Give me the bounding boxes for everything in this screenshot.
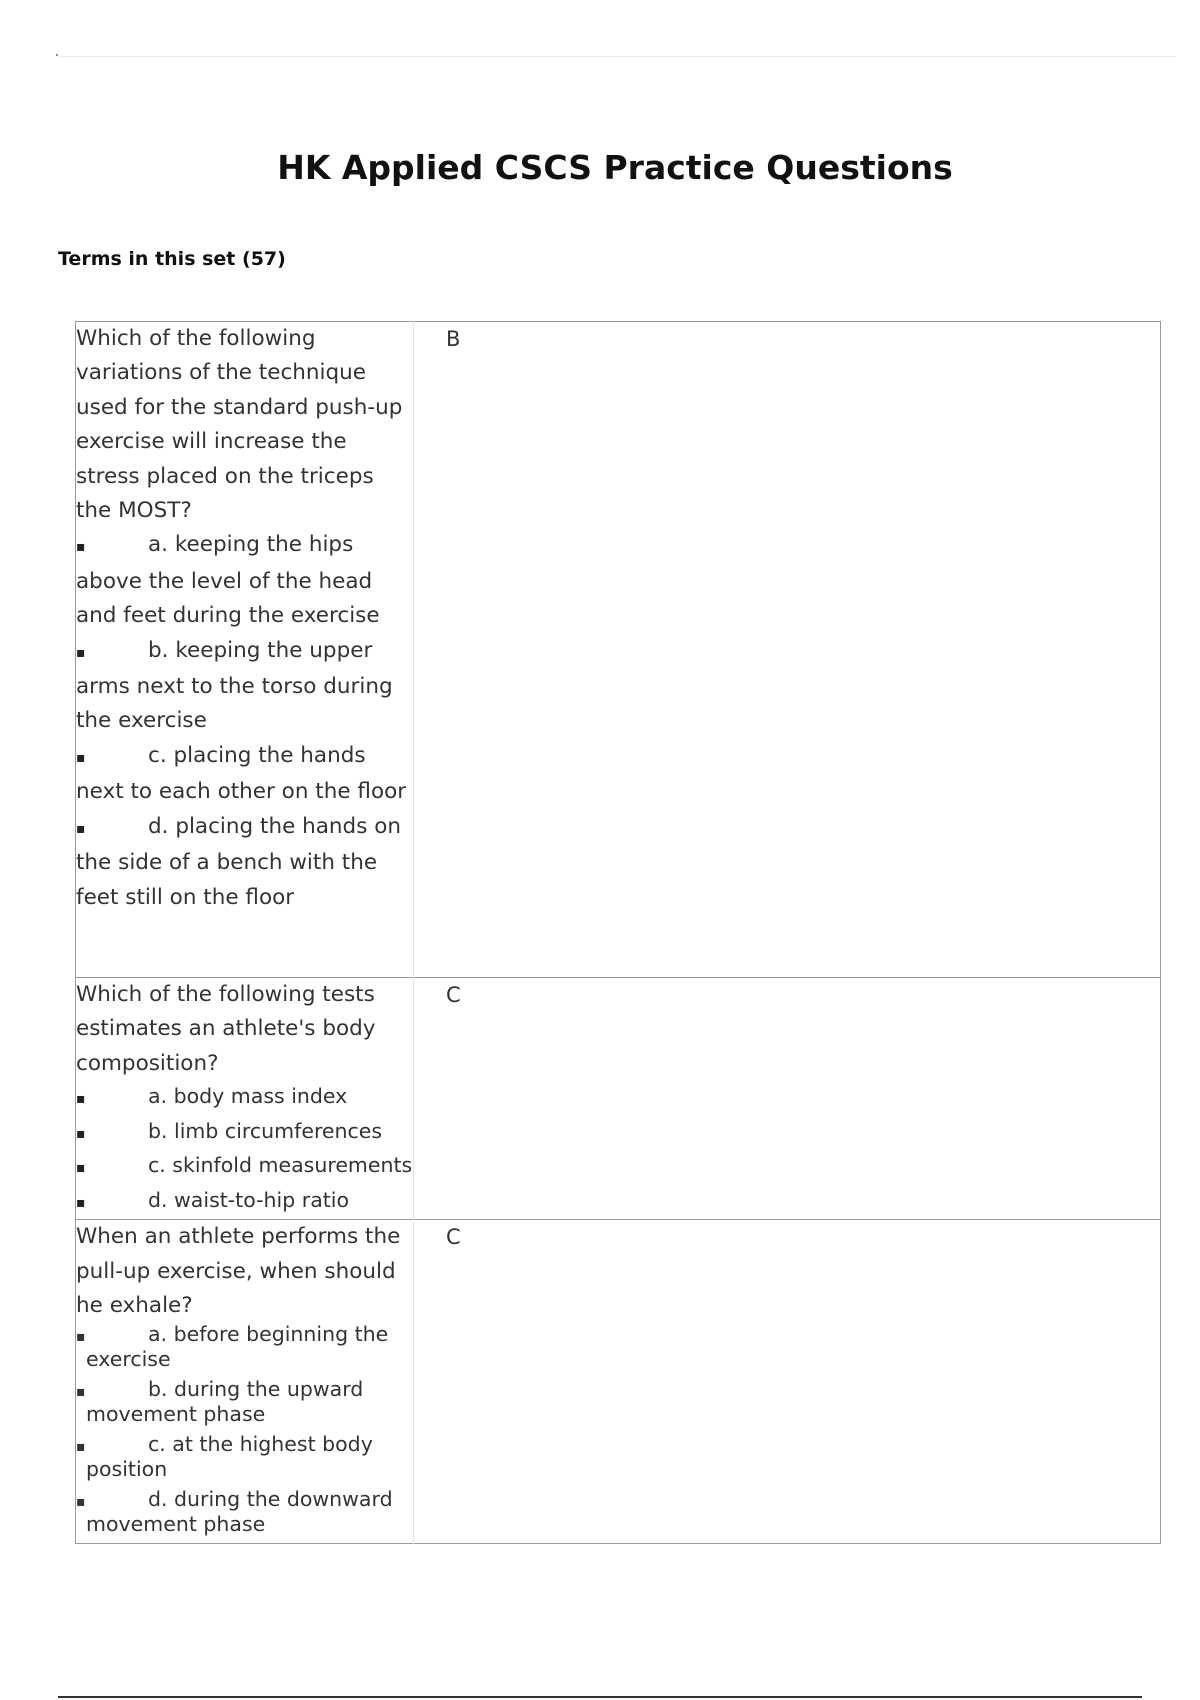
table-row: [76, 1220, 1161, 1544]
answer-cell: [414, 978, 1161, 1220]
answer-option: ▪ d. placing the hands on the side of a bench with the feet still on the floor: [76, 813, 402, 910]
answer-option: ▪ a. before beginning the exercise: [76, 1322, 389, 1372]
table-row: [76, 978, 1161, 1220]
question-cell: [76, 978, 414, 1220]
bullet-icon: ▪: [76, 820, 86, 837]
bullet-icon: ▪: [76, 1091, 86, 1108]
terms-table: [75, 321, 1161, 1544]
question-text: Which of the following tests estimates an athlete's body composition?: [76, 982, 376, 1076]
answer-option: ▪ c. placing the hands next to each other on the floor: [76, 742, 407, 805]
answer-option: ▪ b. limb circumferences: [76, 1116, 413, 1151]
question-text: Which of the following variations of the technique used for the standard push-up exercise will increase the stress placed on the triceps the MOST?: [76, 326, 403, 524]
bullet-icon: ▪: [76, 1160, 86, 1177]
answer-option: ▪ b. keeping the upper arms next to the torso during the exercise: [76, 637, 393, 734]
answer-option: ▪ b. during the upward movement phase: [76, 1377, 364, 1427]
answer-cell: [414, 1220, 1161, 1544]
bullet-icon: ▪: [76, 1384, 86, 1401]
question-cell: [76, 322, 414, 978]
answer-text: B: [446, 327, 461, 351]
answer-option: ▪ a. keeping the hips above the level of the head and feet during the exercise: [76, 532, 380, 629]
terms-count: Terms in this set (57): [58, 248, 286, 270]
bullet-icon: ▪: [76, 1439, 86, 1456]
answer-text: C: [446, 1225, 461, 1250]
question-cell: [76, 1220, 414, 1544]
answer-option: ▪ d. waist-to-hip ratio: [76, 1185, 413, 1220]
answer-option: ▪ d. during the downward movement phase: [76, 1487, 393, 1537]
bullet-icon: ▪: [76, 1194, 86, 1211]
bullet-icon: ▪: [76, 1329, 86, 1346]
page-title: HK Applied CSCS Practice Questions: [277, 148, 953, 187]
bullet-icon: ▪: [76, 644, 86, 661]
answer-option: ▪ c. at the highest body position: [76, 1432, 373, 1482]
bottom-divider: [58, 1696, 1142, 1698]
bullet-icon: ▪: [76, 539, 86, 556]
answer-text: C: [446, 983, 461, 1007]
answer-option: ▪ a. body mass index: [76, 1081, 413, 1116]
question-text: When an athlete performs the pull-up exercise, when should he exhale?: [76, 1224, 401, 1319]
answer-option: ▪ c. skinfold measurements: [76, 1150, 413, 1185]
top-divider: [58, 56, 1176, 57]
table-row: [76, 322, 1161, 978]
bullet-icon: ▪: [76, 749, 86, 766]
answer-cell: [414, 322, 1161, 978]
bullet-icon: ▪: [76, 1125, 86, 1142]
bullet-icon: ▪: [76, 1494, 86, 1511]
